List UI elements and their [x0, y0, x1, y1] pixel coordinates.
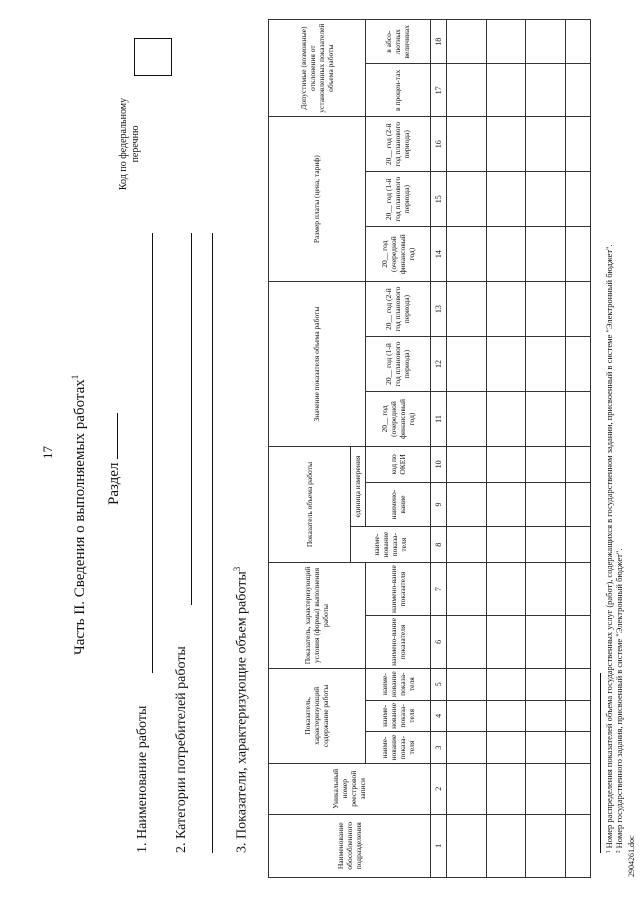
- federal-list-code-label: Код по федеральному перечню: [118, 97, 141, 191]
- table-cell[interactable]: [446, 814, 486, 877]
- table-cell[interactable]: [566, 117, 591, 172]
- th-content-name-2: наиме-нование показа-теля: [365, 700, 430, 732]
- table-cell[interactable]: [566, 20, 591, 64]
- th-deviation: Допустимые (возможные) отклонения от установленных показателей объема работы: [269, 20, 366, 117]
- table-cell[interactable]: [566, 668, 591, 700]
- col-number: 8: [430, 527, 446, 563]
- th-value: Значение показателя объема работы: [269, 282, 366, 447]
- footnote-separator: [600, 673, 601, 853]
- th-fee: Размер платы (цена, тариф): [269, 117, 366, 282]
- th-conditions-name-2: наимено-вание показателя: [365, 563, 430, 616]
- col-number: 6: [430, 616, 446, 669]
- th-registry: Уникальный номер реестровой записи: [269, 763, 431, 814]
- col-number: 14: [430, 227, 446, 282]
- table-cell[interactable]: [526, 227, 566, 282]
- table-cell[interactable]: [566, 172, 591, 227]
- col-number: 15: [430, 172, 446, 227]
- table-cell[interactable]: [446, 20, 486, 64]
- table-cell[interactable]: [486, 814, 526, 877]
- work-name-label: 1. Наименование работы: [135, 705, 150, 853]
- table-cell[interactable]: [566, 337, 591, 392]
- table-cell[interactable]: [526, 172, 566, 227]
- th-fee-plan2: 20__ год (2-й год планового периода): [365, 117, 430, 172]
- col-number: 17: [430, 64, 446, 117]
- table-cell[interactable]: [446, 732, 486, 764]
- section-number-blank: [104, 413, 118, 459]
- table-cell[interactable]: [526, 446, 566, 482]
- table-cell[interactable]: [486, 732, 526, 764]
- table-cell[interactable]: [446, 563, 486, 616]
- th-conditions: Показатель, характеризующий условия (формы) выполнения работы: [269, 563, 366, 669]
- table-cell[interactable]: [486, 763, 526, 814]
- table-cell[interactable]: [566, 814, 591, 877]
- col-number: 2: [430, 763, 446, 814]
- section-heading: [104, 413, 123, 505]
- table-cell[interactable]: [446, 700, 486, 732]
- table-row: [526, 20, 566, 878]
- col-number: 10: [430, 446, 446, 482]
- table-cell[interactable]: [526, 482, 566, 526]
- table-cell[interactable]: [446, 117, 486, 172]
- footnote-1: ¹ Номер распределения показателей объема государственных услуг (работ), содержащихся в государственном задании, присвоенный в системе "Электронный бюджет".: [604, 244, 614, 853]
- th-content-name-1: наиме-нование показа-теля: [365, 732, 430, 764]
- table-cell[interactable]: [486, 282, 526, 337]
- col-number: 1: [430, 814, 446, 877]
- table-cell[interactable]: [526, 700, 566, 732]
- page-number: 17: [40, 446, 55, 459]
- section-label: Раздел: [106, 462, 122, 505]
- table-cell[interactable]: [566, 527, 591, 563]
- table-row: [566, 20, 591, 878]
- table-cell[interactable]: [566, 227, 591, 282]
- table-cell[interactable]: [486, 392, 526, 447]
- th-unit: единица измерения: [350, 446, 365, 526]
- table-cell[interactable]: [526, 392, 566, 447]
- th-volume-indicator-name: наиме-нование показа-теля: [350, 527, 430, 563]
- table-cell[interactable]: [446, 446, 486, 482]
- part-title-sup: 1: [70, 374, 80, 380]
- table-cell[interactable]: [486, 64, 526, 117]
- th-content: Показатель, характеризующий содержание работы: [269, 668, 366, 763]
- th-deviation-absolute: в абсо-лютных величинах: [365, 20, 430, 64]
- table-cell[interactable]: [486, 527, 526, 563]
- table-row: [486, 20, 526, 878]
- th-value-plan2: 20__ год (2-й год планового периода): [365, 282, 430, 337]
- table-cell[interactable]: [526, 527, 566, 563]
- th-unit-name: наимено-вание: [365, 482, 430, 526]
- table-cell[interactable]: [486, 616, 526, 669]
- th-conditions-name-1: наимено-вание показателя: [365, 616, 430, 669]
- table-cell[interactable]: [446, 616, 486, 669]
- table-cell[interactable]: [566, 64, 591, 117]
- table-cell[interactable]: [526, 732, 566, 764]
- footnote-2: ² Номер государственного задания, присвоенный в системе "Электронный бюджет".: [614, 548, 624, 853]
- table-cell[interactable]: [526, 668, 566, 700]
- table-cell[interactable]: [526, 814, 566, 877]
- consumers-line: [191, 233, 192, 605]
- table-cell[interactable]: [566, 563, 591, 616]
- th-value-plan1: 20__ год (1-й год планового периода): [365, 337, 430, 392]
- consumers-label: 2. Категории потребителей работы: [174, 646, 189, 853]
- th-fee-plan1: 20__ год (1-й год планового периода): [365, 172, 430, 227]
- col-number: 7: [430, 563, 446, 616]
- col-number: 16: [430, 117, 446, 172]
- table-cell[interactable]: [566, 446, 591, 482]
- col-number: 13: [430, 282, 446, 337]
- table-cell[interactable]: [526, 20, 566, 64]
- table-cell[interactable]: [526, 616, 566, 669]
- table-cell[interactable]: [486, 337, 526, 392]
- th-deviation-percent: в процен-тах: [365, 64, 430, 117]
- col-number: 3: [430, 732, 446, 764]
- table-cell[interactable]: [446, 763, 486, 814]
- table-cell[interactable]: [566, 392, 591, 447]
- col-number: 5: [430, 668, 446, 700]
- col-number: 12: [430, 337, 446, 392]
- table-cell[interactable]: [486, 668, 526, 700]
- table-cell[interactable]: [566, 482, 591, 526]
- table-cell[interactable]: [526, 563, 566, 616]
- th-fee-current: 20__ год (очередной финансовый год): [365, 227, 430, 282]
- work-name-line: [152, 233, 153, 673]
- table-cell[interactable]: [486, 117, 526, 172]
- table-cell[interactable]: [446, 527, 486, 563]
- table-cell[interactable]: [526, 117, 566, 172]
- table-cell[interactable]: [446, 337, 486, 392]
- th-content-name-3: наиме-нование показа-теля: [365, 668, 430, 700]
- table-cell[interactable]: [566, 616, 591, 669]
- part-title-text: Часть II. Сведения о выполняемых работах: [72, 379, 88, 655]
- col-number: 11: [430, 392, 446, 447]
- indicators-label: [232, 567, 251, 853]
- federal-list-code-box[interactable]: [134, 38, 172, 76]
- table-cell[interactable]: [446, 172, 486, 227]
- part-title: [70, 375, 89, 655]
- table-cell[interactable]: [566, 732, 591, 764]
- col-number: 4: [430, 700, 446, 732]
- column-number-row: [430, 20, 446, 878]
- table-cell[interactable]: [526, 763, 566, 814]
- table-cell[interactable]: [486, 446, 526, 482]
- table-cell[interactable]: [486, 482, 526, 526]
- table-cell[interactable]: [566, 763, 591, 814]
- table-cell[interactable]: [446, 482, 486, 526]
- table-cell[interactable]: [486, 563, 526, 616]
- col-number: 18: [430, 20, 446, 64]
- table-cell[interactable]: [526, 282, 566, 337]
- table-cell[interactable]: [446, 668, 486, 700]
- work-volume-table: [268, 19, 591, 878]
- table-cell[interactable]: [486, 227, 526, 282]
- table-cell[interactable]: [446, 282, 486, 337]
- table-cell[interactable]: [486, 20, 526, 64]
- table-cell[interactable]: [566, 700, 591, 732]
- indicators-label-sup: 3: [232, 566, 242, 572]
- th-volume: Показатель объема работы: [269, 446, 351, 562]
- table-cell[interactable]: [446, 64, 486, 117]
- table-cell[interactable]: [566, 282, 591, 337]
- col-number: 9: [430, 482, 446, 526]
- th-value-current: 20__ год (очередной финансовый год): [365, 392, 430, 447]
- table-cell[interactable]: [486, 172, 526, 227]
- th-okei: код по ОКЕИ: [365, 446, 430, 482]
- table-cell[interactable]: [446, 227, 486, 282]
- table-row: [446, 20, 486, 878]
- table-cell[interactable]: [486, 700, 526, 732]
- indicators-label-text: 3. Показатели, характеризующие объем работы: [234, 571, 250, 853]
- th-subdivision: Наименование обособленного подразделения: [269, 814, 431, 877]
- document-filename: 2904261.doc: [627, 835, 636, 877]
- table-cell[interactable]: [526, 337, 566, 392]
- table-cell[interactable]: [446, 392, 486, 447]
- consumers-line-2: [212, 233, 213, 853]
- table-cell[interactable]: [526, 64, 566, 117]
